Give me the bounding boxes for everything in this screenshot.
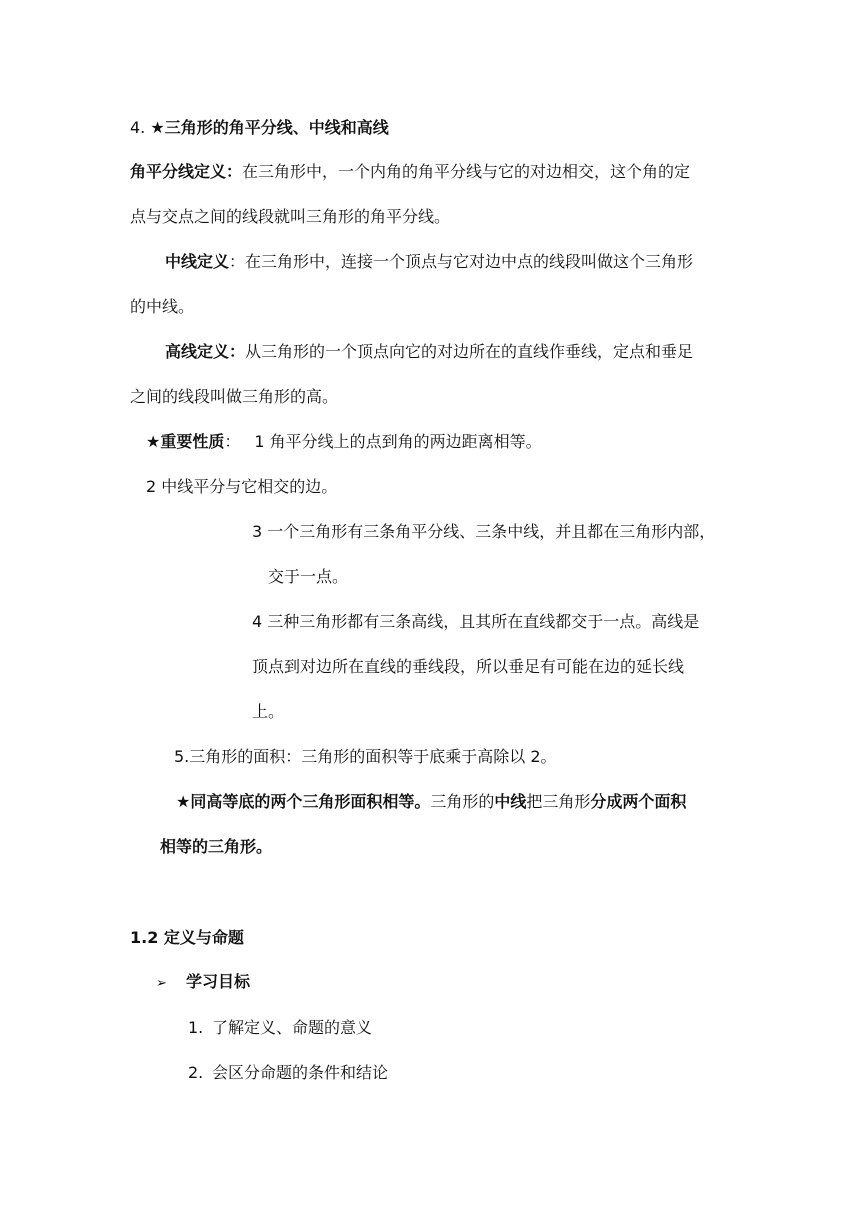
- altitude-definition: [165, 342, 693, 362]
- median-text-2: 的中线。: [130, 297, 195, 316]
- section-1-2-title: 1.2 定义与命题: [130, 928, 244, 947]
- section-4-title: ★三角形的角平分线、中线和高线: [150, 118, 389, 137]
- property-4-cont-1: [252, 657, 684, 677]
- area-note: [176, 792, 686, 812]
- angle-bisector-definition: [130, 162, 690, 182]
- goal-2-number: 2.: [188, 1063, 204, 1082]
- goal-2-text: 会区分命题的条件和结论: [212, 1063, 389, 1082]
- section-1-2-heading: [130, 928, 244, 948]
- property-4-text-b: 顶点到对边所在直线的垂线段，所以垂足有可能在边的延长线: [252, 657, 685, 676]
- property-4-cont-2: [252, 702, 284, 722]
- learning-goals-label: 学习目标: [186, 972, 251, 991]
- altitude-text-2: 之间的线段叫做三角形的高。: [130, 387, 339, 406]
- median-definition: [165, 252, 693, 272]
- property-4-text-a: 4 三种三角形都有三条高线，且其所在直线都交于一点。高线是: [252, 612, 700, 631]
- property-3-text-b: 交于一点。: [268, 567, 349, 586]
- area-note-cont: [160, 837, 272, 857]
- altitude-label: 高线定义：: [165, 342, 246, 361]
- section-4-heading: [130, 118, 389, 138]
- altitude-text-1: 从三角形的一个顶点向它的对边所在的直线作垂线，定点和垂足: [245, 342, 694, 361]
- median-definition-cont: [130, 297, 194, 317]
- property-2: [146, 477, 337, 497]
- area-note-bold-4: 相等的三角形。: [160, 837, 273, 856]
- angle-bisector-text-2: 点与交点之间的线段就叫三角形的角平分线。: [130, 207, 451, 226]
- property-1: [146, 432, 542, 452]
- median-text-1: ：在三角形中，连接一个顶点与它对边中点的线段叫做这个三角形: [229, 252, 694, 271]
- area-note-bold-2: 中线: [494, 792, 527, 811]
- property-1-text: 1 角平分线上的点到角的两边距离相等。: [254, 432, 542, 451]
- median-label: 中线定义: [165, 252, 230, 271]
- goal-item-1: [188, 1018, 372, 1038]
- properties-label: ★重要性质: [146, 432, 225, 451]
- section-5-area: [174, 747, 557, 767]
- goal-1-text: 了解定义、命题的意义: [212, 1018, 373, 1037]
- area-note-bold-3: 分成两个面积: [590, 792, 687, 811]
- angle-bisector-text-1: 在三角形中，一个内角的角平分线与它的对边相交，这个角的定: [242, 162, 691, 181]
- learning-goals-heading: [156, 972, 250, 994]
- altitude-definition-cont: [130, 387, 338, 407]
- section-4-number: 4.: [130, 118, 146, 137]
- area-note-plain-1: 三角形的: [430, 792, 495, 811]
- property-3-cont: [268, 567, 348, 587]
- property-4: [252, 612, 699, 632]
- goal-item-2: [188, 1063, 388, 1083]
- property-3: [252, 522, 715, 542]
- property-3-text-a: 3 一个三角形有三条角平分线、三条中线，并且都在三角形内部，: [252, 522, 716, 541]
- area-note-plain-2: 把三角形: [526, 792, 591, 811]
- angle-bisector-label: 角平分线定义：: [130, 162, 243, 181]
- properties-colon: ：: [224, 432, 241, 451]
- goal-1-number: 1.: [188, 1018, 204, 1037]
- area-note-bold-1: ★同高等底的两个三角形面积相等。: [176, 792, 431, 811]
- section-5-text: 5.三角形的面积：三角形的面积等于底乘于高除以 2。: [174, 747, 557, 766]
- property-4-text-c: 上。: [252, 702, 285, 721]
- arrow-bullet-icon: ➢: [156, 976, 167, 991]
- property-2-text: 2 中线平分与它相交的边。: [146, 477, 338, 496]
- angle-bisector-definition-cont: [130, 207, 450, 227]
